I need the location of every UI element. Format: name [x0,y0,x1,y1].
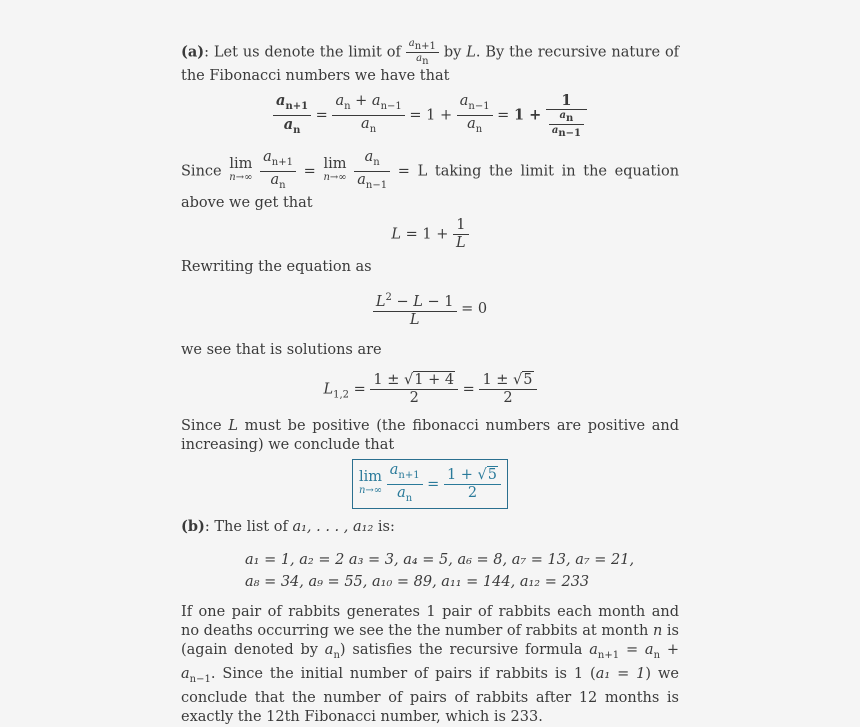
fibonacci-list-line-2: a₈ = 34, a₉ = 55, a₁₀ = 89, a₁₁ = 144, a₁₂ = 233 [245,574,590,591]
quadratic-equation: $\frac{L^2 - L - 1}{L}$ = 0 [181,289,679,329]
recursive-ratio-equation: $\frac{a_{n+1}}{a_n}$ = $\frac{a_n + a_{n-1}}{a_n}$ = 1 + $\frac{a_{n-1}}{a_n}$ = 1 + $\frac{1}{\frac{a_n}{a_{n-1}}}$ [181,92,679,139]
rabbit-paragraph: If one pair of rabbits generates 1 pair of rabbits each month and no deaths occurring we see the the number of rabbits at month n is (again denoted by $a_n$) satisfies the recursive formula $a_{n+1} = a_n + a_{n-1}$. Since the initial number of pairs if rabbits is 1 (a₁ = 1) we conclude that the number of pairs of rabbits after 12 months is exactly the 12th Fibonacci number, which is 233. [181,604,680,726]
fibonacci-list [245,549,679,593]
limit-equation: L = 1 + $\frac{1}{L}$ [181,217,679,252]
part-a-intro: (a): Let us denote the limit of $\frac{a_{n+1}}{a_n}$ by L. By the recursive nature of the Fibonacci numbers we have that [181,38,680,84]
part-a-label: (a) [181,43,205,61]
conclude-paragraph: Since L must be positive (the fibonacci numbers are positive and increasing) we conclude that [181,417,680,453]
solutions-text: we see that is solutions are [181,341,382,358]
since-limit-paragraph: Since lim n→∞ $\frac{a_{n+1}}{a_n}$ = lim n→∞ $\frac{a_n}{a_{n-1}}$ = L taking the limit in the equation above we get that [181,149,680,211]
solutions-equation: $L_{1,2}$ = $\frac{1 \pm √1 + 4}{2}$ = $\frac{1 \pm √5}{2}$ [181,372,679,407]
boxed-result [181,459,679,510]
part-b-label: (b) [181,518,205,536]
fibonacci-list-line-1: a₁ = 1, a₂ = 2 a₃ = 3, a₄ = 5, a₆ = 8, a₇ = 13, a₇ = 21, [245,552,635,569]
part-b-intro: (b): The list of a₁, . . . , a₁₂ is: [181,518,395,536]
ratio-fraction-inline: $\frac{a_{n+1}}{a_n}$ [406,38,439,67]
solution-document [181,36,679,727]
rewrite-text: Rewriting the equation as [181,258,372,275]
golden-ratio-box: lim n→∞ $\frac{a_{n+1}}{a_n}$ = $\frac{1 + √5}{2}$ [352,459,508,510]
